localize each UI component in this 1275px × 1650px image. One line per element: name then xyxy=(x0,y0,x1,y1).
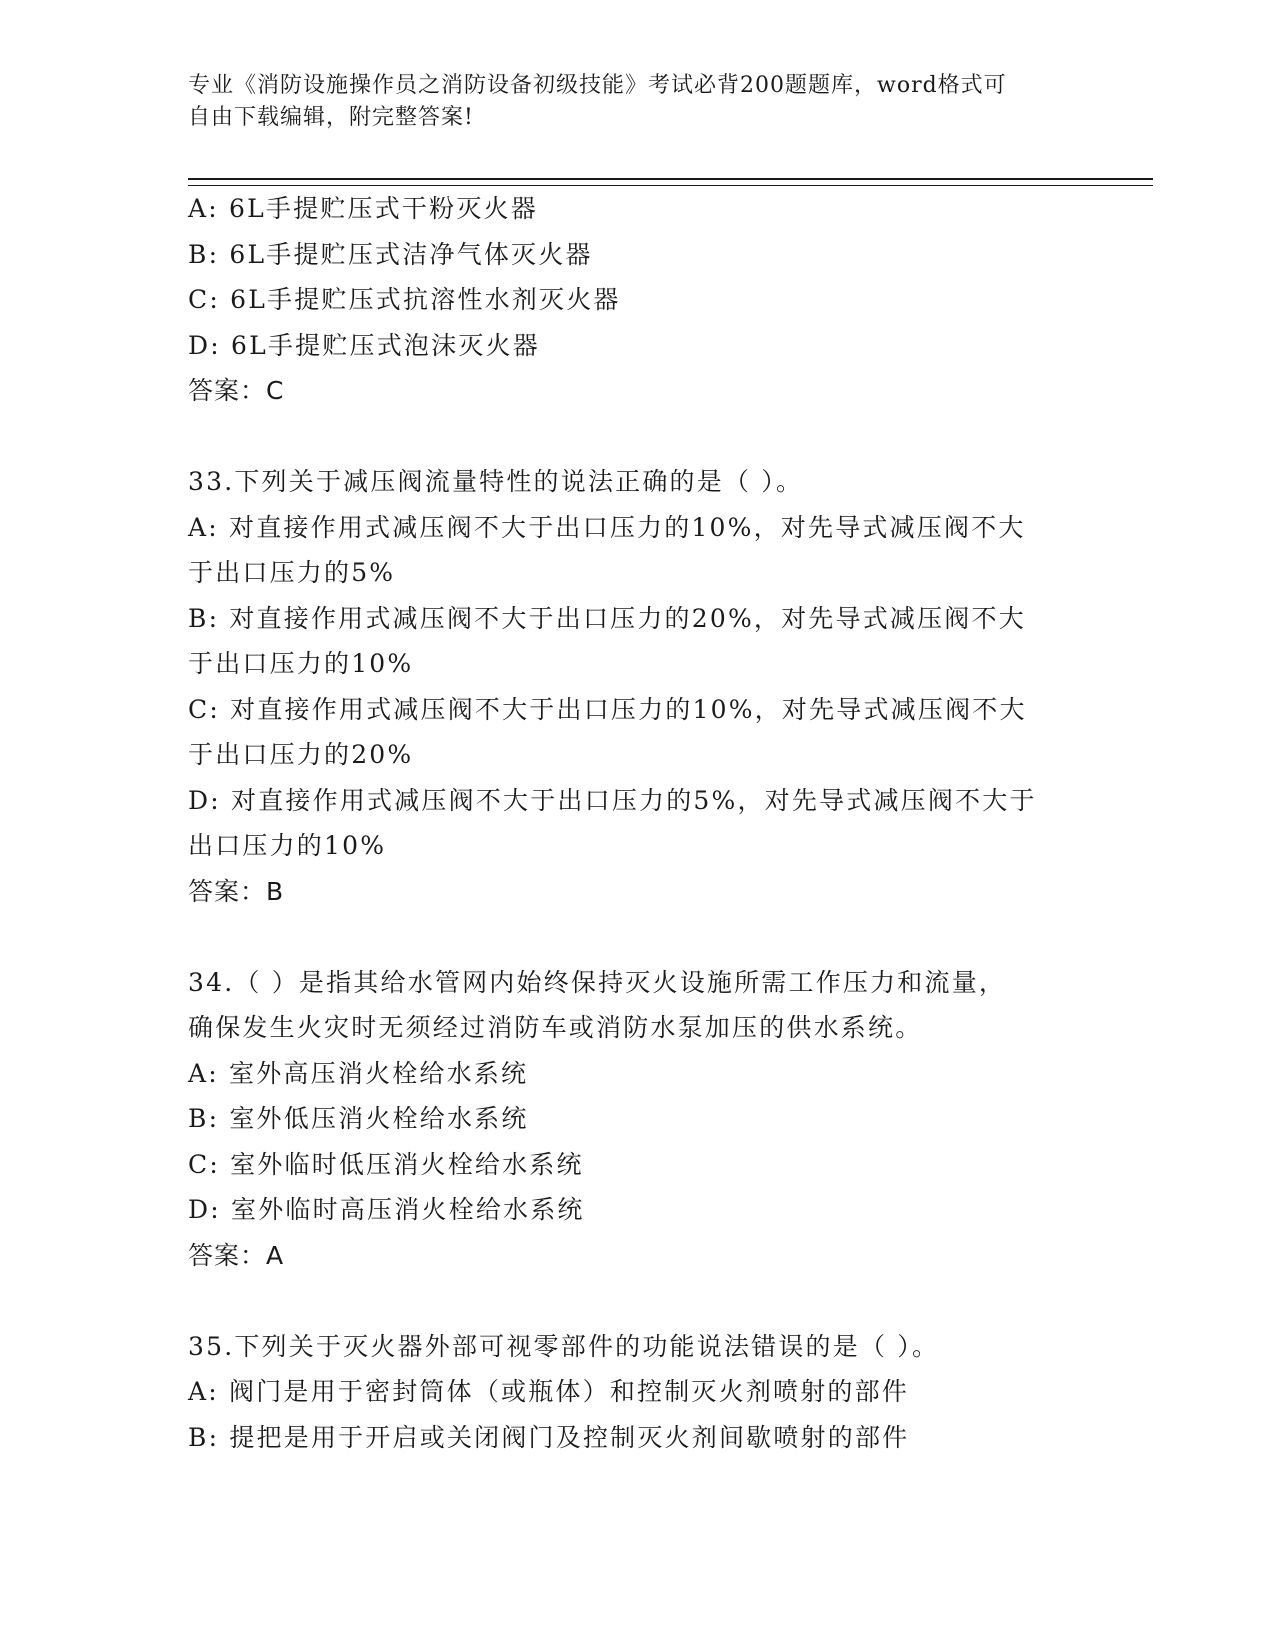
header-line-1: 专业《消防设施操作员之消防设备初级技能》考试必背200题题库，word格式可 xyxy=(188,73,1007,98)
question-32-tail xyxy=(188,186,1088,414)
question-text-cont: 确保发生火灾时无须经过消防车或消防水泵加压的供水系统。 xyxy=(188,1013,923,1042)
answer: 答案：B xyxy=(188,876,285,906)
question-34 xyxy=(188,960,1088,1279)
spacer xyxy=(188,1278,1088,1324)
option-d-cont: 出口压力的10% xyxy=(188,831,387,860)
option-d: D: 对直接作用式减压阀不大于出口压力的5%，对先导式减压阀不大于 xyxy=(188,785,1037,815)
option-a: A: 室外高压消火栓给水系统 xyxy=(188,1058,529,1088)
spacer xyxy=(188,914,1088,960)
option-b-cont: 于出口压力的10% xyxy=(188,649,414,678)
spacer xyxy=(188,414,1088,460)
option-a: A: 6L手提贮压式干粉灭火器 xyxy=(188,194,538,223)
option-d: D: 6L手提贮压式泡沫灭火器 xyxy=(188,330,540,360)
question-text: 33.下列关于减压阀流量特性的说法正确的是（ ）。 xyxy=(188,467,804,496)
option-b: B: 室外低压消火栓给水系统 xyxy=(188,1104,529,1133)
question-content xyxy=(188,186,1088,1460)
option-d: D: 室外临时高压消火栓给水系统 xyxy=(188,1195,585,1224)
option-a: A: 对直接作用式减压阀不大于出口压力的10%，对先导式减压阀不大 xyxy=(188,512,1026,542)
option-a: A: 阀门是用于密封筒体（或瓶体）和控制灭火剂喷射的部件 xyxy=(188,1377,910,1406)
answer: 答案：C xyxy=(188,376,285,405)
answer: 答案：A xyxy=(188,1240,285,1270)
option-c-cont: 于出口压力的20% xyxy=(188,740,414,769)
option-c: C: 室外临时低压消火栓给水系统 xyxy=(188,1149,584,1179)
option-c: C: 对直接作用式减压阀不大于出口压力的10%，对先导式减压阀不大 xyxy=(188,694,1027,724)
question-text: 34.（ ）是指其给水管网内始终保持灭火设施所需工作压力和流量， xyxy=(188,967,1007,997)
option-b: B: 6L手提贮压式洁净气体灭火器 xyxy=(188,239,593,269)
question-33 xyxy=(188,459,1088,914)
question-text: 35.下列关于灭火器外部可视零部件的功能说法错误的是（ ）。 xyxy=(188,1331,940,1361)
option-b: B: 提把是用于开启或关闭阀门及控制灭火剂间歇喷射的部件 xyxy=(188,1422,910,1452)
header-line-2: 自由下载编辑，附完整答案! xyxy=(188,105,474,130)
option-a-cont: 于出口压力的5% xyxy=(188,558,396,587)
question-35 xyxy=(188,1324,1088,1461)
option-c: C: 6L手提贮压式抗溶性水剂灭火器 xyxy=(188,285,621,314)
header-divider xyxy=(188,178,1153,186)
option-b: B: 对直接作用式减压阀不大于出口压力的20%，对先导式减压阀不大 xyxy=(188,603,1026,633)
document-header xyxy=(188,70,1088,134)
